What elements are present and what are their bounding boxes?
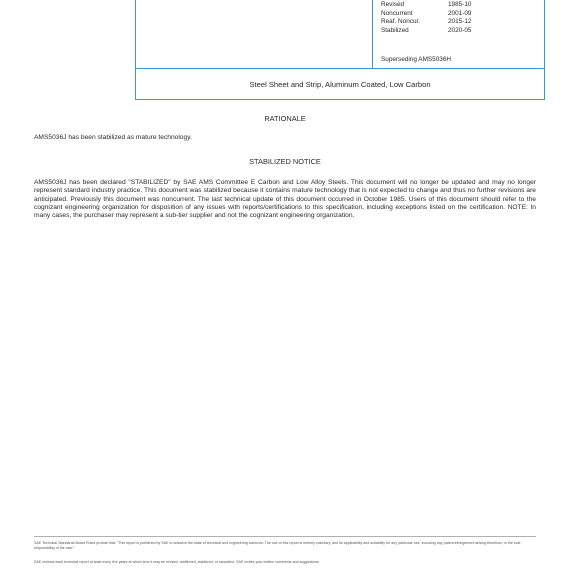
superseding-note: Superseding AMS5036H	[381, 56, 451, 63]
stabilized-notice-text: AMS5036J has been declared "STABILIZED" by SAE AMS Committee E Carbon and Low Alloy Steels. This document will no longer be updated and may no longer represent standard industry practice. This document was stabilized because it contains mature technology that is not expected to change and thus no further revisions are anticipated. Previously this document was noncurrent. The last technical update of this document occurred in October 1985. Users of this document should refer to the cognizant engineering organization for disposition of any issues with reports/certifications to this specification, including exceptions listed on the certification. NOTE: In many cases, the purchaser may represent a sub-tier supplier and not the cognizant engineering organization.	[34, 179, 536, 220]
footer-review-note: SAE reviews each technical report at least every five years at which time it may be revised, reaffirmed, stabilized, or cancelled. SAE invites your written comments and suggestions.	[34, 560, 320, 564]
date-row-reaffirmed	[381, 18, 485, 27]
date-row-revised	[381, 1, 485, 10]
header-divider-vertical	[372, 0, 373, 69]
date-value: 1985-10	[448, 1, 472, 8]
date-label: Noncurrent	[381, 9, 413, 17]
date-label: Revised	[381, 1, 405, 8]
date-value: 2020-05	[448, 27, 472, 35]
footer-divider	[34, 536, 536, 537]
date-value: 2001-09	[448, 9, 472, 17]
header-divider-horizontal	[135, 68, 545, 69]
revision-dates	[381, 1, 485, 36]
date-label: Stabilized	[381, 27, 409, 35]
rationale-text: AMS5036J has been stabilized as mature technology.	[34, 134, 192, 141]
date-row-noncurrent	[381, 10, 485, 19]
document-title: Steel Sheet and Strip, Aluminum Coated, Low Carbon	[249, 80, 431, 89]
stabilized-notice-heading: STABILIZED NOTICE	[249, 157, 321, 166]
rationale-heading: RATIONALE	[264, 114, 306, 123]
date-value: 2015-12	[448, 18, 472, 26]
date-row-stabilized	[381, 27, 485, 36]
footer-rules-note: SAE Technical Standards Board Rules provide that: "This report is published by SAE to advance the state of technical and engineering sciences. The use of this report is entirely voluntary, and its applicability and suitability for any particular use, including any patent infringement arising therefrom, is the sole responsibility of the user."	[34, 541, 521, 550]
date-label: Reaf. Noncur.	[381, 18, 421, 26]
